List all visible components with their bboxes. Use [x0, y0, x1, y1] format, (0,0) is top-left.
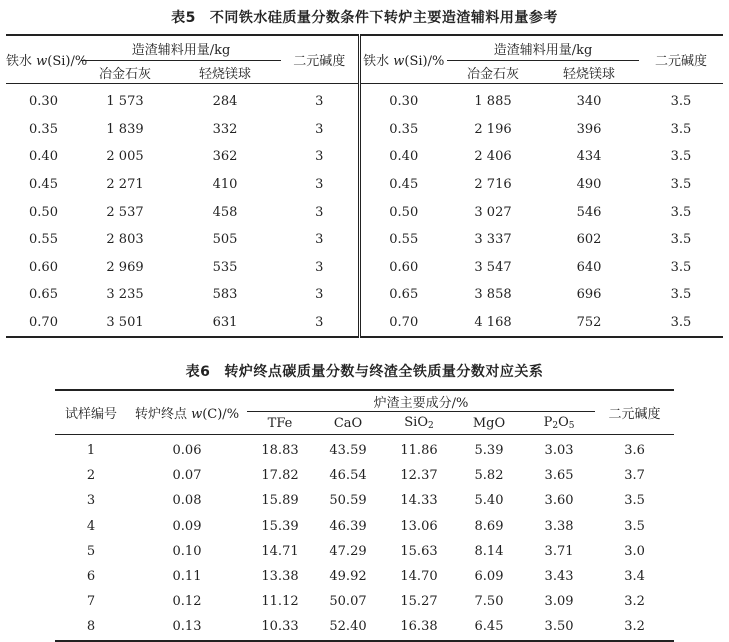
table6-carbon-cell: 0.06	[172, 443, 202, 459]
table5-right-lime-cell: 3 337	[474, 232, 512, 248]
table5-left-basicity-cell: 3	[315, 94, 324, 110]
table5-right-lime-cell: 1 885	[474, 94, 512, 110]
table5-left-si-header: 铁水 w(Si)/%	[6, 35, 81, 84]
table6-mgo-cell: 6.09	[474, 569, 504, 585]
table5-right-lime-cell: 3 858	[474, 287, 512, 303]
table5-right-mgball-cell: 490	[576, 177, 602, 193]
table6-p2o5-cell: 3.50	[544, 619, 574, 635]
table5-left-lime-cell: 2 537	[106, 204, 144, 220]
table5-title: 不同铁水硅质量分数条件下转炉主要造渣辅料用量参考	[209, 10, 558, 26]
table5-left-si-cell: 0.55	[29, 232, 58, 248]
table6-row	[55, 435, 674, 464]
table6-row	[55, 564, 674, 589]
table6	[55, 389, 674, 642]
table6-basicity-cell: 3.7	[624, 468, 645, 484]
table5-row	[6, 226, 723, 254]
table5-left-mgball-cell: 583	[212, 287, 238, 303]
table6-carbon-header: 转炉终点 w(C)/%	[127, 390, 247, 435]
table6-cao-cell: 43.59	[329, 443, 367, 459]
table5-left-si-cell: 0.35	[29, 121, 58, 137]
table5-left-lime-cell: 2 969	[106, 259, 144, 275]
table5-right-si-cell: 0.30	[359, 84, 447, 116]
table5-left-mgball-cell: 362	[212, 149, 238, 165]
table6-sio2-cell: 11.86	[400, 443, 438, 459]
table5-right-si-cell: 0.55	[359, 226, 447, 254]
table5-right-lime-cell: 2 716	[474, 177, 512, 193]
table6-tfe-cell: 11.12	[261, 594, 299, 610]
table5-right-basicity-cell: 3.5	[670, 204, 692, 220]
table5-right-si-header: 铁水 w(Si)/%	[359, 35, 447, 84]
table6-p2o5-header: $P_2O_5$	[523, 412, 595, 435]
table6-sio2-cell: 12.37	[400, 468, 438, 484]
table5-row	[6, 198, 723, 226]
table6-row	[55, 514, 674, 539]
table6-sample-cell: 2	[86, 468, 96, 484]
table6-p2o5-cell: 3.71	[544, 543, 574, 559]
table6-cao-cell: 47.29	[329, 543, 367, 559]
table5-right-basicity-cell: 3.5	[670, 94, 692, 110]
table5-right-lime-cell: 3 547	[474, 259, 512, 275]
table6-sample-cell: 7	[86, 594, 96, 610]
table5-left-lime-cell: 1 573	[106, 94, 144, 110]
table6-p2o5-cell: 3.65	[544, 468, 574, 484]
table6-mgo-cell: 5.40	[474, 493, 504, 509]
table5-left-si-cell: 0.45	[29, 177, 58, 193]
table6-sample-header: 试样编号	[55, 390, 127, 435]
table6-cao-cell: 46.39	[329, 518, 367, 534]
table5-left-lime-cell: 3 501	[106, 315, 144, 331]
table5-left-si-cell: 0.40	[29, 149, 58, 165]
table5-right-mgball-cell: 340	[576, 94, 602, 110]
table6-p2o5-cell: 3.60	[544, 493, 574, 509]
table5-row	[6, 171, 723, 199]
table6-sio2-cell: 15.63	[400, 543, 438, 559]
table5-left-basicity-cell: 3	[315, 287, 324, 303]
table5-right-basicity-cell: 3.5	[670, 177, 692, 193]
table6-title: 转炉终点碳质量分数与终渣全铁质量分数对应关系	[224, 364, 544, 380]
table5-left-mgball-cell: 458	[212, 204, 238, 220]
table6-p2o5-cell: 3.38	[544, 518, 574, 534]
table6-sample-cell: 1	[86, 443, 96, 459]
table5-left-basicity-cell: 3	[315, 315, 324, 331]
table5-left-mgball-cell: 332	[212, 121, 238, 137]
table6-carbon-cell: 0.12	[172, 594, 202, 610]
table5-left-basicity-cell: 3	[315, 121, 324, 137]
table6-cao-cell: 50.07	[329, 594, 367, 610]
table6-cao-header: CaO	[313, 412, 383, 435]
table5-left-si-cell: 0.70	[29, 315, 58, 331]
table6-sample-cell: 3	[86, 493, 96, 509]
table5-left-lime-cell: 2 271	[106, 177, 144, 193]
table5-right-group-header: 造渣辅料用量/kg	[447, 35, 639, 61]
table6-carbon-cell: 0.11	[172, 569, 202, 585]
table6-row	[55, 589, 674, 614]
table5-right-lime-cell: 3 027	[474, 204, 512, 220]
table6-p2o5-cell: 3.03	[544, 443, 574, 459]
table6-caption	[0, 361, 729, 381]
table5-right-si-cell: 0.45	[359, 171, 447, 199]
table6-row	[55, 488, 674, 513]
table5-left-si-cell: 0.50	[29, 204, 58, 220]
table6-mgo-cell: 7.50	[474, 594, 504, 610]
table6-mgo-cell: 8.69	[474, 518, 504, 534]
table5-right-mgball-cell: 752	[576, 315, 602, 331]
table5-right-basicity-cell: 3.5	[670, 259, 692, 275]
table5-right-si-cell: 0.65	[359, 281, 447, 309]
table6-carbon-cell: 0.09	[172, 518, 202, 534]
table6-row	[55, 614, 674, 640]
table6-sample-cell: 4	[86, 518, 96, 534]
table5-left-mgball-cell: 631	[212, 315, 238, 331]
table6-carbon-cell: 0.10	[172, 543, 202, 559]
table5	[6, 34, 723, 338]
table6-body	[55, 435, 674, 641]
table6-slag-group-header: 炉渣主要成分/%	[247, 390, 595, 412]
table5-left-basicity-cell: 3	[315, 177, 324, 193]
table5-left-basicity-cell: 3	[315, 232, 324, 248]
table6-mgo-cell: 5.82	[474, 468, 504, 484]
table5-right-lime-cell: 4 168	[474, 315, 512, 331]
table5-right-si-cell: 0.40	[359, 143, 447, 171]
table5-left-lime-cell: 1 839	[106, 121, 144, 137]
table6-p2o5-cell: 3.09	[544, 594, 574, 610]
table5-right-si-cell: 0.70	[359, 309, 447, 338]
table5-right-mgball-cell: 602	[576, 232, 602, 248]
table5-right-basicity-cell: 3.5	[670, 315, 692, 331]
table5-right-basicity-cell: 3.5	[670, 232, 692, 248]
table6-basicity-cell: 3.0	[624, 543, 645, 559]
table5-row	[6, 309, 723, 338]
table5-left-basicity-header: 二元碱度	[281, 35, 359, 84]
table6-sample-cell: 5	[86, 543, 96, 559]
table6-basicity-cell: 3.2	[624, 594, 645, 610]
table5-right-lime-header: 冶金石灰	[447, 61, 539, 84]
table5-right-mgball-cell: 434	[576, 149, 602, 165]
table5-right-mgball-cell: 696	[576, 287, 602, 303]
table5-left-basicity-cell: 3	[315, 149, 324, 165]
table6-cao-cell: 50.59	[329, 493, 367, 509]
table5-right-basicity-cell: 3.5	[670, 121, 692, 137]
table6-sio2-cell: 14.70	[400, 569, 438, 585]
table6-sio2-cell: 15.27	[400, 594, 438, 610]
table6-cao-cell: 46.54	[329, 468, 367, 484]
table5-caption	[0, 7, 729, 27]
table6-sample-cell: 6	[86, 569, 96, 585]
table5-row	[6, 254, 723, 282]
table6-tfe-header: TFe	[247, 412, 313, 435]
table6-label: 表6	[185, 364, 211, 380]
table5-left-mgball-cell: 535	[212, 259, 238, 275]
table5-body	[6, 84, 723, 338]
table5-row	[6, 281, 723, 309]
table5-right-mgball-header: 轻烧镁球	[539, 61, 639, 84]
table6-sio2-header: SiO$_2$	[383, 412, 455, 435]
table6-sio2-cell: 14.33	[400, 493, 438, 509]
table6-sample-cell: 8	[86, 619, 96, 635]
table6-tfe-cell: 14.71	[261, 543, 299, 559]
table6-mgo-cell: 5.39	[474, 443, 504, 459]
table5-left-lime-cell: 2 005	[106, 149, 144, 165]
table6-tfe-cell: 18.83	[261, 443, 299, 459]
table5-right-si-cell: 0.50	[359, 198, 447, 226]
table6-cao-cell: 49.92	[329, 569, 367, 585]
table5-right-lime-cell: 2 406	[474, 149, 512, 165]
table5-left-basicity-cell: 3	[315, 259, 324, 275]
table6-row	[55, 539, 674, 564]
table5-right-mgball-cell: 640	[576, 259, 602, 275]
table5-left-mgball-header: 轻烧镁球	[169, 61, 281, 84]
table6-row	[55, 463, 674, 488]
table6-tfe-cell: 15.39	[261, 518, 299, 534]
table6-cao-cell: 52.40	[329, 619, 367, 635]
table5-row	[6, 84, 723, 116]
table5-right-lime-cell: 2 196	[474, 121, 512, 137]
table6-sio2-cell: 13.06	[400, 518, 438, 534]
table6-basicity-cell: 3.4	[624, 569, 645, 585]
table5-right-basicity-cell: 3.5	[670, 287, 692, 303]
table6-basicity-cell: 3.5	[624, 518, 645, 534]
table5-left-si-cell: 0.30	[29, 94, 58, 110]
table5-label: 表5	[171, 10, 196, 26]
table6-basicity-cell: 3.5	[624, 493, 645, 509]
table5-right-mgball-cell: 546	[576, 204, 602, 220]
table6-tfe-cell: 17.82	[261, 468, 299, 484]
table6-basicity-cell: 3.6	[624, 443, 645, 459]
table5-right-basicity-cell: 3.5	[670, 149, 692, 165]
table5-left-basicity-cell: 3	[315, 204, 324, 220]
table5-left-mgball-cell: 505	[212, 232, 238, 248]
table5-left-lime-header: 冶金石灰	[81, 61, 169, 84]
table6-mgo-header: MgO	[455, 412, 523, 435]
table5-right-mgball-cell: 396	[576, 121, 602, 137]
table5-row	[6, 116, 723, 144]
table5-right-si-cell: 0.60	[359, 254, 447, 282]
table6-tfe-cell: 13.38	[261, 569, 299, 585]
table5-left-si-cell: 0.60	[29, 259, 58, 275]
table5-right-si-cell: 0.35	[359, 116, 447, 144]
table5-left-si-cell: 0.65	[29, 287, 58, 303]
table6-mgo-cell: 6.45	[474, 619, 504, 635]
table6-sio2-cell: 16.38	[400, 619, 438, 635]
table5-left-lime-cell: 3 235	[106, 287, 144, 303]
table5-row	[6, 143, 723, 171]
table6-carbon-cell: 0.08	[172, 493, 202, 509]
table6-tfe-cell: 15.89	[261, 493, 299, 509]
table6-tfe-cell: 10.33	[261, 619, 299, 635]
table6-p2o5-cell: 3.43	[544, 569, 574, 585]
table6-carbon-cell: 0.13	[172, 619, 202, 635]
table5-right-basicity-header: 二元碱度	[639, 35, 723, 84]
table6-basicity-header: 二元碱度	[595, 390, 674, 435]
table6-carbon-cell: 0.07	[172, 468, 202, 484]
table5-left-lime-cell: 2 803	[106, 232, 144, 248]
table5-left-mgball-cell: 410	[212, 177, 238, 193]
table5-left-mgball-cell: 284	[212, 94, 238, 110]
table6-mgo-cell: 8.14	[474, 543, 504, 559]
table5-left-group-header: 造渣辅料用量/kg	[81, 35, 281, 61]
table6-basicity-cell: 3.2	[624, 619, 645, 635]
